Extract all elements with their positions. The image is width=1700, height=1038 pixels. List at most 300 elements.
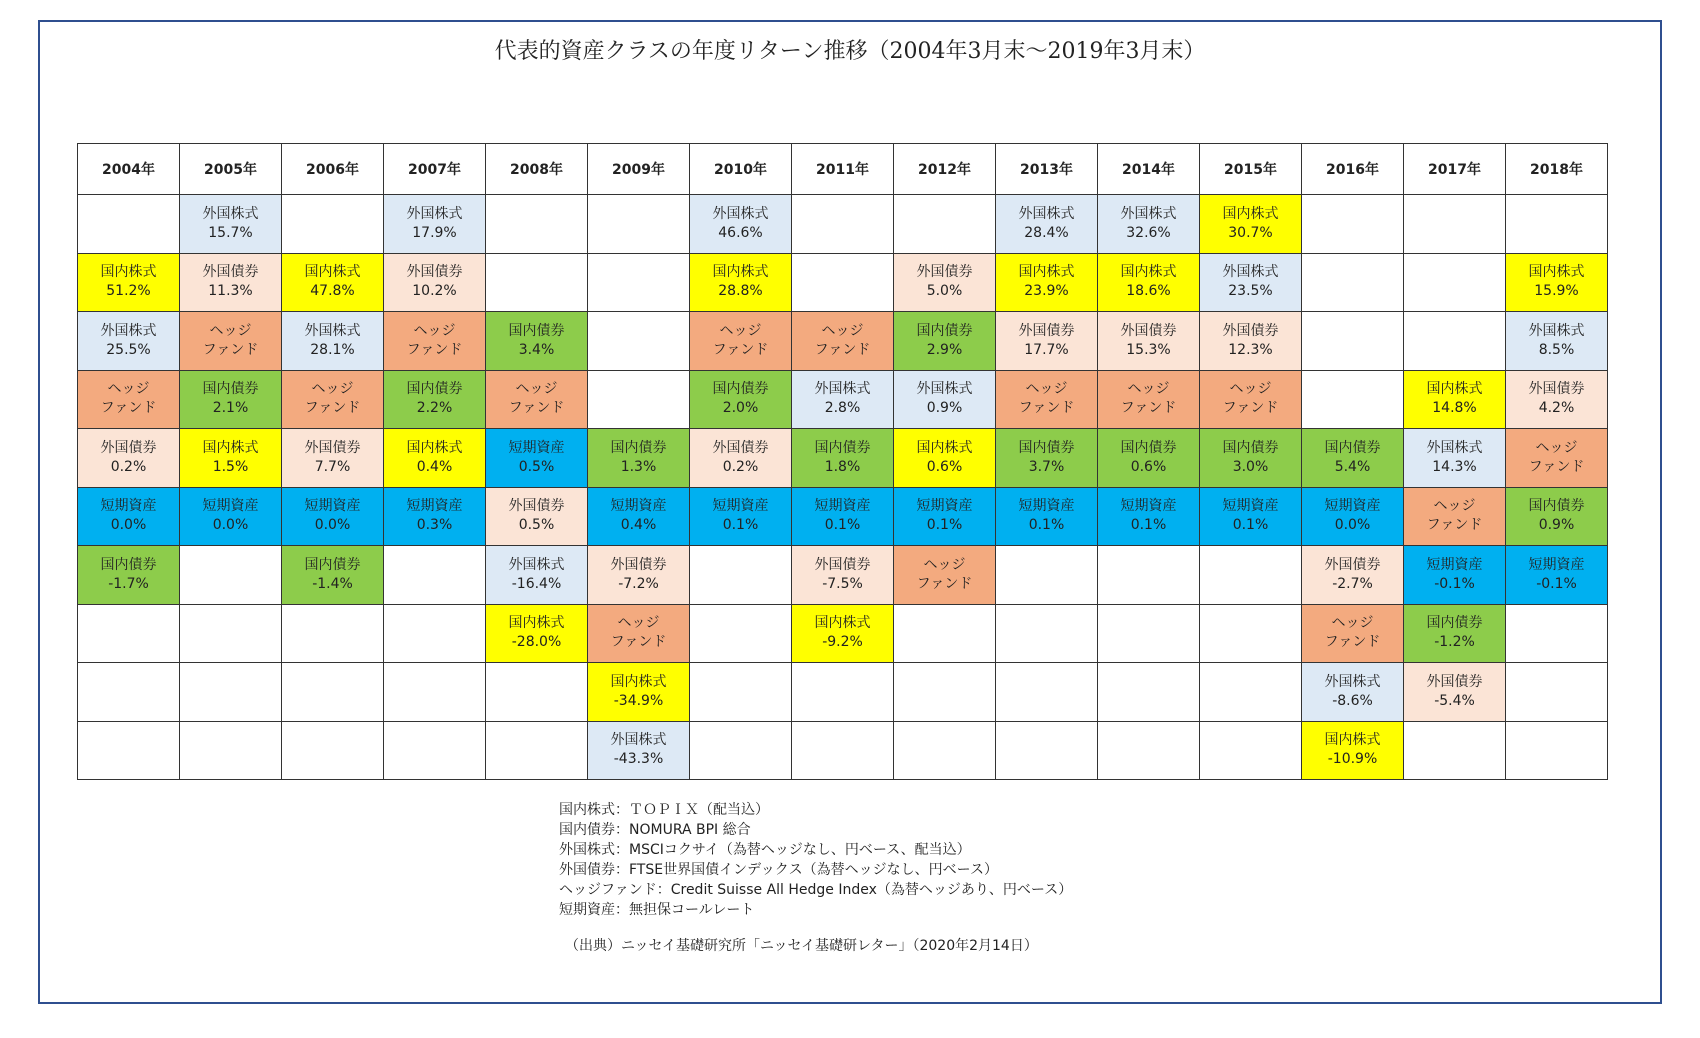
return-value: -34.9%: [613, 692, 664, 709]
empty-cell: [180, 546, 282, 605]
asset-label: 国内株式: [406, 439, 463, 456]
empty-cell: [1200, 721, 1302, 780]
return-value: -9.2%: [822, 634, 863, 651]
asset-label: 国内債券: [1018, 439, 1075, 456]
asset-label: ファンド: [814, 341, 871, 358]
return-cell: [1200, 312, 1302, 371]
source-note: （出典）ニッセイ基礎研究所「ニッセイ基礎研レター」（2020年2月14日）: [565, 938, 1038, 954]
return-value: 0.0%: [212, 517, 249, 534]
empty-cell: [282, 604, 384, 663]
return-cell: [996, 195, 1098, 254]
empty-cell: [1098, 663, 1200, 722]
empty-cell: [78, 663, 180, 722]
return-value: -2.7%: [1332, 575, 1373, 592]
return-cell: [690, 429, 792, 488]
empty-cell: [78, 721, 180, 780]
return-cell: [486, 370, 588, 429]
return-cell: [1098, 487, 1200, 546]
empty-cell: [384, 663, 486, 722]
asset-label: 国内株式: [1018, 264, 1075, 281]
return-cell: [384, 195, 486, 254]
return-value: 11.3%: [208, 283, 253, 300]
return-cell: [486, 604, 588, 663]
return-value: 5.0%: [926, 283, 963, 300]
empty-cell: [1098, 546, 1200, 605]
return-value: 0.1%: [722, 517, 759, 534]
asset-label: 外国株式: [1426, 439, 1483, 456]
asset-label: 外国債券: [712, 439, 769, 456]
return-cell: [996, 370, 1098, 429]
table-row: [78, 487, 1608, 546]
empty-cell: [792, 721, 894, 780]
asset-label: ヘッジ: [1025, 381, 1068, 398]
return-cell: [690, 370, 792, 429]
return-cell: [588, 663, 690, 722]
return-value: 28.4%: [1024, 224, 1069, 241]
return-value: -1.7%: [108, 575, 149, 592]
table-row: [78, 604, 1608, 663]
return-cell: [996, 429, 1098, 488]
empty-cell: [384, 604, 486, 663]
return-value: 23.5%: [1228, 283, 1273, 300]
asset-label: 外国債券: [916, 264, 973, 281]
return-cell: [1506, 429, 1608, 488]
return-value: 10.2%: [412, 283, 457, 300]
asset-label: 短期資産: [508, 439, 565, 456]
asset-label: ファンド: [406, 341, 463, 358]
return-cell: [1098, 370, 1200, 429]
asset-label: 外国債券: [1222, 322, 1279, 339]
asset-label: ヘッジ: [1127, 381, 1170, 398]
year-header: 2007年: [384, 144, 486, 195]
asset-label: ヘッジ: [1535, 439, 1578, 456]
return-cell: [1506, 253, 1608, 312]
return-cell: [792, 312, 894, 371]
return-cell: [282, 312, 384, 371]
return-cell: [180, 370, 282, 429]
year-header: 2004年: [78, 144, 180, 195]
asset-label: ファンド: [1324, 634, 1381, 651]
empty-cell: [1098, 721, 1200, 780]
asset-label: ヘッジ: [311, 381, 354, 398]
asset-label: 国内債券: [1324, 439, 1381, 456]
asset-label: 外国債券: [1426, 673, 1483, 690]
return-cell: [1200, 370, 1302, 429]
note-line: 国内株式：ＴＯＰＩＸ（配当込）: [559, 802, 769, 818]
year-header: 2016年: [1302, 144, 1404, 195]
return-value: 0.4%: [416, 458, 453, 475]
return-value: 17.9%: [412, 224, 457, 241]
note-line: 短期資産：無担保コールレート: [559, 902, 755, 918]
asset-label: 外国株式: [1528, 322, 1585, 339]
asset-label: 外国債券: [508, 498, 565, 515]
return-cell: [1302, 487, 1404, 546]
table-row: [78, 429, 1608, 488]
year-header: 2010年: [690, 144, 792, 195]
asset-label: ファンド: [712, 341, 769, 358]
return-cell: [1200, 195, 1302, 254]
asset-label: 外国株式: [610, 732, 667, 749]
asset-label: 国内債券: [712, 381, 769, 398]
return-cell: [384, 253, 486, 312]
index-notes: [559, 800, 1072, 920]
asset-label: 外国債券: [1120, 322, 1177, 339]
return-value: 0.2%: [722, 458, 759, 475]
asset-label: 国内債券: [610, 439, 667, 456]
asset-label: 外国株式: [100, 322, 157, 339]
empty-cell: [78, 195, 180, 254]
asset-label: 国内債券: [406, 381, 463, 398]
return-cell: [1506, 487, 1608, 546]
empty-cell: [78, 604, 180, 663]
asset-label: 国内債券: [916, 322, 973, 339]
asset-label: 国内債券: [508, 322, 565, 339]
note-line: 外国株式：MSCIコクサイ（為替ヘッジなし、円ベース、配当込）: [559, 842, 971, 858]
return-cell: [588, 604, 690, 663]
asset-label: ヘッジ: [515, 381, 558, 398]
return-value: 25.5%: [106, 341, 151, 358]
return-cell: [1404, 429, 1506, 488]
asset-label: 外国債券: [304, 439, 361, 456]
return-cell: [1404, 487, 1506, 546]
return-value: 2.0%: [722, 400, 759, 417]
asset-label: 外国債券: [202, 264, 259, 281]
return-value: 17.7%: [1024, 341, 1069, 358]
asset-label: 外国株式: [1120, 205, 1177, 222]
asset-label: 外国株式: [1018, 205, 1075, 222]
year-header: 2005年: [180, 144, 282, 195]
empty-cell: [792, 663, 894, 722]
return-cell: [588, 429, 690, 488]
return-cell: [180, 253, 282, 312]
return-cell: [894, 546, 996, 605]
empty-cell: [1098, 604, 1200, 663]
return-cell: [792, 604, 894, 663]
year-header: 2013年: [996, 144, 1098, 195]
year-header: 2015年: [1200, 144, 1302, 195]
empty-cell: [996, 604, 1098, 663]
asset-label: 外国株式: [1324, 673, 1381, 690]
return-value: -0.1%: [1434, 575, 1475, 592]
asset-label: ファンド: [1426, 517, 1483, 534]
asset-label: 外国株式: [712, 205, 769, 222]
asset-label: 短期資産: [100, 498, 157, 515]
asset-label: 短期資産: [202, 498, 259, 515]
return-cell: [78, 429, 180, 488]
return-value: -1.2%: [1434, 634, 1475, 651]
empty-cell: [180, 721, 282, 780]
return-value: -0.1%: [1536, 575, 1577, 592]
return-cell: [1404, 546, 1506, 605]
empty-cell: [792, 195, 894, 254]
asset-label: ファンド: [202, 341, 259, 358]
return-value: 46.6%: [718, 224, 763, 241]
empty-cell: [486, 253, 588, 312]
return-cell: [486, 312, 588, 371]
year-header: 2008年: [486, 144, 588, 195]
table-row: [78, 195, 1608, 254]
year-header: 2014年: [1098, 144, 1200, 195]
return-cell: [486, 487, 588, 546]
asset-label: 国内債券: [1120, 439, 1177, 456]
empty-cell: [1404, 312, 1506, 371]
asset-label: 外国株式: [1222, 264, 1279, 281]
asset-label: ヘッジ: [413, 322, 456, 339]
empty-cell: [894, 663, 996, 722]
return-cell: [486, 546, 588, 605]
asset-label: 外国株式: [406, 205, 463, 222]
asset-label: ファンド: [1018, 400, 1075, 417]
empty-cell: [282, 663, 384, 722]
return-cell: [78, 546, 180, 605]
asset-label: 短期資産: [814, 498, 871, 515]
return-cell: [282, 253, 384, 312]
asset-label: ヘッジ: [1229, 381, 1272, 398]
empty-cell: [486, 663, 588, 722]
return-cell: [792, 487, 894, 546]
return-cell: [690, 312, 792, 371]
return-value: -7.5%: [822, 575, 863, 592]
return-cell: [1098, 253, 1200, 312]
asset-label: ヘッジ: [923, 556, 966, 573]
asset-label: 国内株式: [202, 439, 259, 456]
asset-label: 国内株式: [1324, 732, 1381, 749]
return-cell: [1098, 195, 1200, 254]
empty-cell: [690, 663, 792, 722]
empty-cell: [1302, 312, 1404, 371]
asset-label: 短期資産: [610, 498, 667, 515]
empty-cell: [1302, 253, 1404, 312]
table-row: [78, 370, 1608, 429]
return-value: 0.2%: [110, 458, 147, 475]
return-value: 1.8%: [824, 458, 861, 475]
return-value: 0.1%: [1028, 517, 1065, 534]
return-cell: [792, 429, 894, 488]
asset-label: ファンド: [1120, 400, 1177, 417]
asset-label: 国内株式: [712, 264, 769, 281]
return-value: 3.0%: [1232, 458, 1269, 475]
return-value: -7.2%: [618, 575, 659, 592]
asset-label: 外国債券: [610, 556, 667, 573]
return-value: 12.3%: [1228, 341, 1273, 358]
return-cell: [588, 721, 690, 780]
return-value: -8.6%: [1332, 692, 1373, 709]
asset-label: 国内債券: [1222, 439, 1279, 456]
asset-label: ファンド: [916, 575, 973, 592]
empty-cell: [894, 721, 996, 780]
return-value: 0.0%: [1334, 517, 1371, 534]
return-value: 15.7%: [208, 224, 253, 241]
return-cell: [1200, 487, 1302, 546]
return-value: -43.3%: [613, 751, 664, 768]
return-cell: [78, 370, 180, 429]
empty-cell: [486, 195, 588, 254]
asset-label: 短期資産: [916, 498, 973, 515]
return-value: 32.6%: [1126, 224, 1171, 241]
asset-label: ヘッジ: [821, 322, 864, 339]
note-line: 外国債券：FTSE世界国債インデックス（為替ヘッジなし、円ベース）: [559, 862, 998, 878]
asset-label: 外国債券: [1324, 556, 1381, 573]
table-row: [78, 721, 1608, 780]
return-cell: [690, 195, 792, 254]
return-cell: [1098, 429, 1200, 488]
empty-cell: [690, 604, 792, 663]
asset-label: ヘッジ: [719, 322, 762, 339]
empty-cell: [690, 546, 792, 605]
empty-cell: [996, 721, 1098, 780]
empty-cell: [1404, 253, 1506, 312]
return-cell: [1404, 663, 1506, 722]
empty-cell: [1506, 604, 1608, 663]
return-value: 0.1%: [1232, 517, 1269, 534]
return-cell: [894, 370, 996, 429]
empty-cell: [1506, 663, 1608, 722]
return-value: -10.9%: [1327, 751, 1378, 768]
asset-label: 国内債券: [100, 556, 157, 573]
return-value: 0.6%: [1130, 458, 1167, 475]
empty-cell: [588, 312, 690, 371]
return-cell: [180, 429, 282, 488]
asset-label: 短期資産: [1222, 498, 1279, 515]
asset-label: ヘッジ: [209, 322, 252, 339]
asset-label: 国内株式: [1222, 205, 1279, 222]
asset-label: ヘッジ: [1331, 615, 1374, 632]
return-cell: [282, 546, 384, 605]
return-value: 2.9%: [926, 341, 963, 358]
return-value: 3.7%: [1028, 458, 1065, 475]
table-row: [78, 663, 1608, 722]
empty-cell: [180, 604, 282, 663]
return-value: 5.4%: [1334, 458, 1371, 475]
return-cell: [1302, 429, 1404, 488]
asset-label: 短期資産: [304, 498, 361, 515]
return-value: 18.6%: [1126, 283, 1171, 300]
asset-label: 短期資産: [1324, 498, 1381, 515]
asset-label: 外国債券: [814, 556, 871, 573]
empty-cell: [282, 721, 384, 780]
return-cell: [384, 312, 486, 371]
asset-label: 国内株式: [1426, 381, 1483, 398]
return-value: 0.1%: [1130, 517, 1167, 534]
empty-cell: [384, 546, 486, 605]
asset-label: ファンド: [304, 400, 361, 417]
table-row: [78, 546, 1608, 605]
empty-cell: [792, 253, 894, 312]
asset-label: 短期資産: [1528, 556, 1585, 573]
asset-label: ファンド: [100, 400, 157, 417]
return-value: 0.5%: [518, 458, 555, 475]
asset-label: 外国株式: [916, 381, 973, 398]
return-cell: [78, 253, 180, 312]
note-line: ヘッジファンド：Credit Suisse All Hedge Index（為替ヘッジあり、円ベース）: [559, 882, 1073, 898]
asset-label: 国内株式: [1120, 264, 1177, 281]
return-cell: [282, 487, 384, 546]
return-cell: [1404, 604, 1506, 663]
return-cell: [894, 487, 996, 546]
returns-table: [77, 143, 1608, 780]
return-cell: [996, 487, 1098, 546]
asset-label: 国内債券: [202, 381, 259, 398]
return-value: 1.5%: [212, 458, 249, 475]
asset-label: 国内債券: [814, 439, 871, 456]
return-cell: [384, 429, 486, 488]
year-header: 2018年: [1506, 144, 1608, 195]
empty-cell: [588, 253, 690, 312]
empty-cell: [996, 546, 1098, 605]
return-cell: [1506, 370, 1608, 429]
return-cell: [1506, 546, 1608, 605]
return-value: 0.0%: [314, 517, 351, 534]
asset-label: 国内株式: [610, 673, 667, 690]
asset-label: ヘッジ: [1433, 498, 1476, 515]
empty-cell: [1404, 721, 1506, 780]
asset-label: ファンド: [1528, 458, 1585, 475]
asset-label: 短期資産: [712, 498, 769, 515]
return-cell: [282, 429, 384, 488]
return-cell: [1200, 253, 1302, 312]
empty-cell: [588, 195, 690, 254]
return-value: 30.7%: [1228, 224, 1273, 241]
return-cell: [180, 312, 282, 371]
asset-label: 国内株式: [916, 439, 973, 456]
year-header: 2011年: [792, 144, 894, 195]
return-value: 0.9%: [926, 400, 963, 417]
return-cell: [78, 487, 180, 546]
return-cell: [894, 253, 996, 312]
return-value: 2.1%: [212, 400, 249, 417]
return-cell: [894, 429, 996, 488]
return-value: 0.9%: [1538, 517, 1575, 534]
year-header: 2009年: [588, 144, 690, 195]
empty-cell: [282, 195, 384, 254]
year-header: 2012年: [894, 144, 996, 195]
return-value: 14.3%: [1432, 458, 1477, 475]
return-value: -28.0%: [511, 634, 562, 651]
return-value: 4.2%: [1538, 400, 1575, 417]
empty-cell: [894, 604, 996, 663]
asset-label: 国内株式: [1528, 264, 1585, 281]
return-cell: [1506, 312, 1608, 371]
asset-label: 外国株式: [304, 322, 361, 339]
return-value: 2.8%: [824, 400, 861, 417]
table-row: [78, 312, 1608, 371]
asset-label: 外国債券: [1018, 322, 1075, 339]
asset-label: 国内債券: [304, 556, 361, 573]
asset-label: 外国債券: [1528, 381, 1585, 398]
return-value: 0.1%: [824, 517, 861, 534]
return-value: 0.3%: [416, 517, 453, 534]
asset-label: 外国株式: [814, 381, 871, 398]
asset-label: ヘッジ: [617, 615, 660, 632]
return-value: 0.4%: [620, 517, 657, 534]
return-value: 1.3%: [620, 458, 657, 475]
return-value: 7.7%: [314, 458, 351, 475]
empty-cell: [1200, 604, 1302, 663]
asset-label: 短期資産: [406, 498, 463, 515]
return-cell: [1302, 721, 1404, 780]
asset-label: 国内株式: [100, 264, 157, 281]
empty-cell: [996, 663, 1098, 722]
return-cell: [486, 429, 588, 488]
table-row: [78, 253, 1608, 312]
empty-cell: [1200, 663, 1302, 722]
return-value: 2.2%: [416, 400, 453, 417]
year-header: 2006年: [282, 144, 384, 195]
return-cell: [1200, 429, 1302, 488]
return-cell: [384, 370, 486, 429]
return-value: 0.1%: [926, 517, 963, 534]
return-cell: [792, 370, 894, 429]
